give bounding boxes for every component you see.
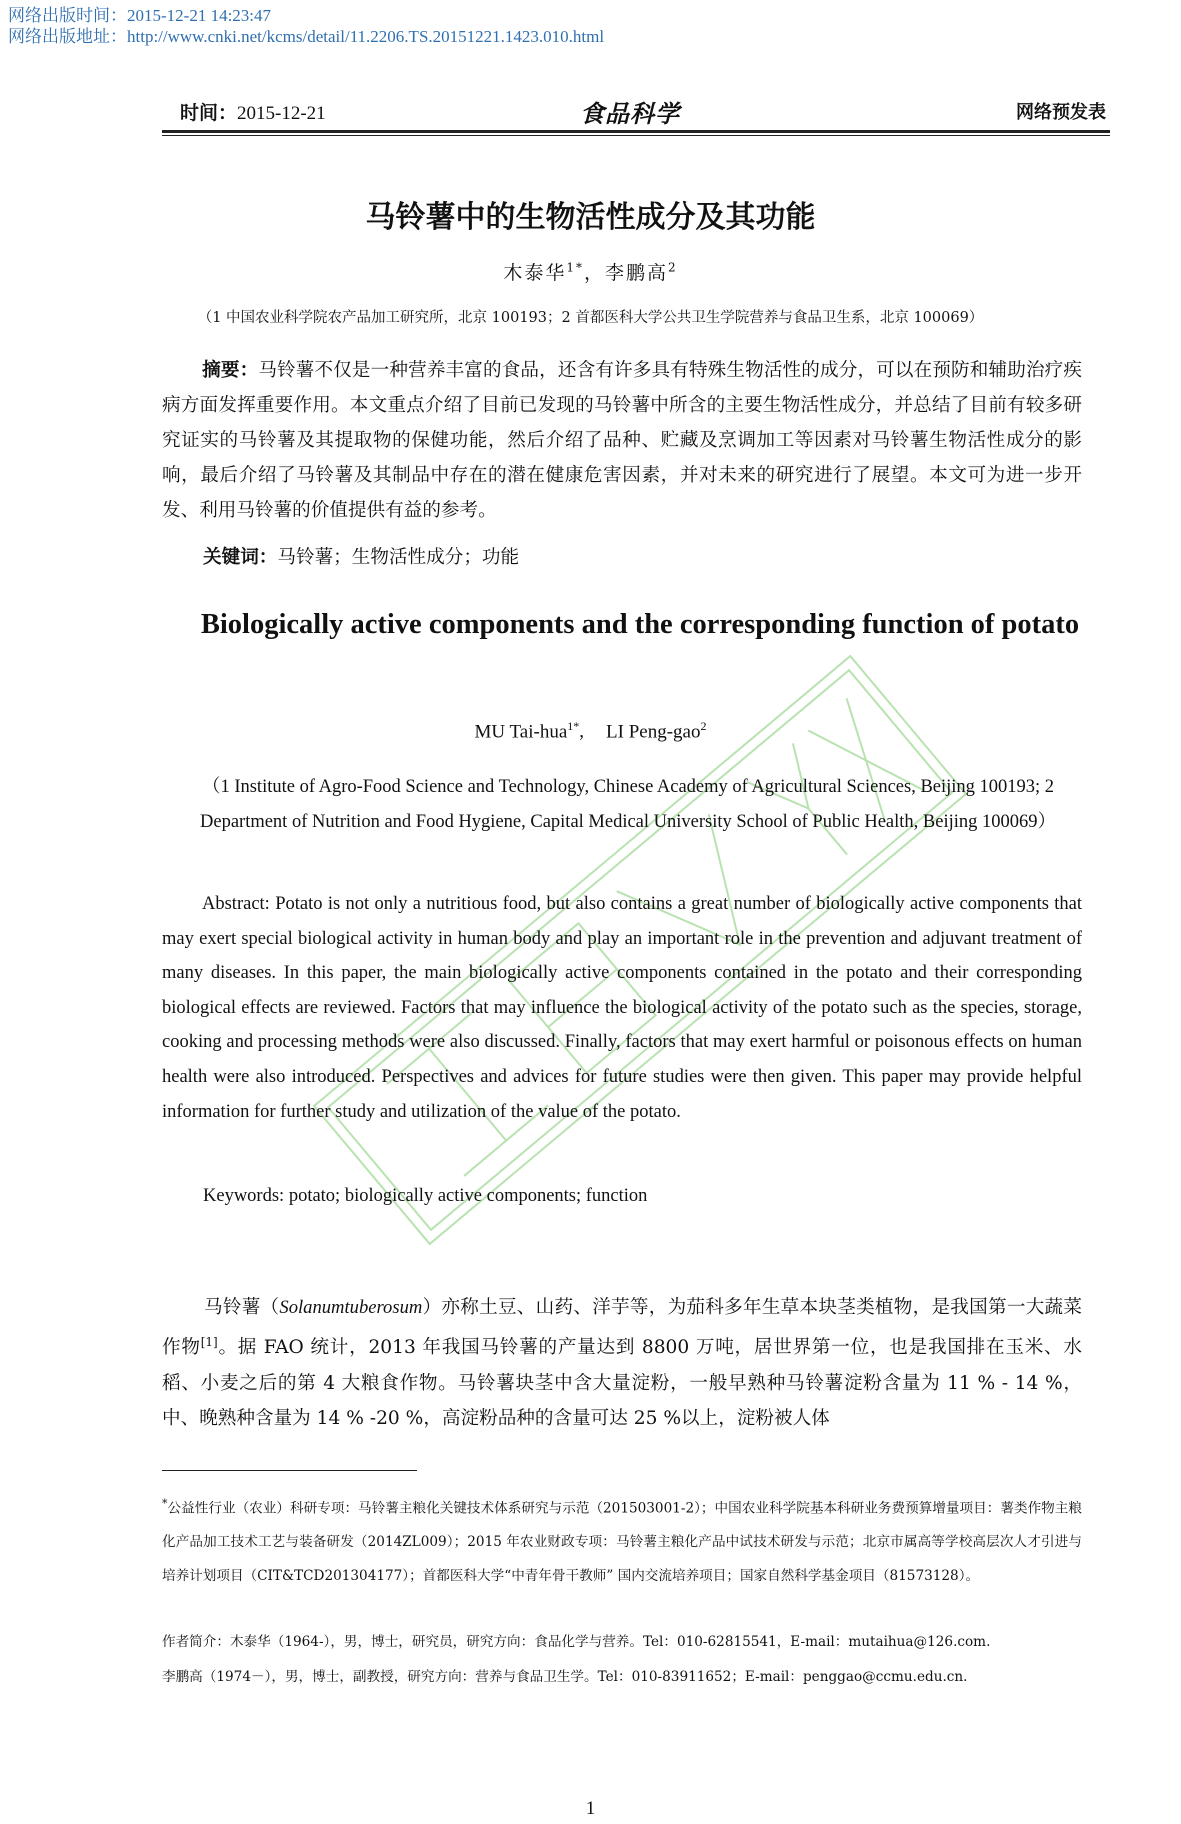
keywords-en-text: potato; biologically active components; function	[288, 1186, 648, 1206]
funding-text: 公益性行业（农业）科研专项：马铃薯主粮化关键技术体系研究与示范（201503001-2）；中国农业科学院基本科研业务费预算增量项目：薯类作物主粮化产品加工技术工艺与装备研发（2014ZL009）；2015 年农业财政专项：马铃薯主粮化产品中试技术研发与示范；北京市属高等学校高层次人才引进与培养计划项目（CIT&TCD201304177）；首都医科大学“中青年骨干教师” 国内交流培养项目；国家自然科学基金项目（81573128）。	[162, 1500, 1082, 1584]
author2-en: LI Peng-gao	[606, 721, 701, 743]
author2-en-sup: 2	[700, 719, 707, 733]
header-online-label: 网络预发表	[1016, 102, 1106, 123]
abstract-cn-label: 摘要：	[202, 360, 259, 381]
online-publication-time: 网络出版时间：2015-12-21 14:23:47	[8, 6, 272, 25]
keywords-cn-text: 马铃薯；生物活性成分；功能	[277, 547, 520, 568]
author2-bio: 李鹏高（1974－），男，博士，副教授，研究方向：营养与食品卫生学。Tel：010-83911652；E-mail：penggao@ccmu.edu.cn.	[162, 1669, 968, 1685]
paper-title-cn: 马铃薯中的生物活性成分及其功能	[365, 200, 816, 235]
keywords-cn-label: 关键词：	[203, 547, 278, 568]
author-separator-en: ,	[579, 721, 585, 743]
footnote-rule	[162, 1470, 417, 1471]
authors-cn	[0, 258, 1181, 285]
abstract-cn-text: 马铃薯不仅是一种营养丰富的食品，还含有许多具有特殊生物活性的成分，可以在预防和辅助治疗疾病方面发挥重要作用。本文重点介绍了目前已发现的马铃薯中所含的主要生物活性成分，并总结了目前有较多研究证实的马铃薯及其提取物的保健功能，然后介绍了品种、贮藏及烹调加工等因素对马铃薯生物活性成分的影响，最后介绍了马铃薯及其制品中存在的潜在健康危害因素，并对未来的研究进行了展望。本文可为进一步开发、利用马铃薯的价值提供有益的参考。	[162, 360, 1082, 521]
keywords-cn	[203, 543, 519, 569]
body-p1-start: 马铃薯（	[204, 1297, 280, 1318]
header-rule-thin	[162, 135, 1110, 136]
body-p1-end: 。据 FAO 统计，2013 年我国马铃薯的产量达到 8800 万吨，居世界第一位，也是我国排在玉米、水稻、小麦之后的第 4 大粮食作物。马铃薯块茎中含大量淀粉，一般早熟种马铃薯淀粉含量为 11 % - 14 %，中、晚熟种含量为 14 % -20 %，高淀粉品种的含量可达 25 %以上，淀粉被人体	[162, 1337, 1082, 1429]
author1-cn-sup: 1*	[566, 260, 584, 275]
author-separator-cn: ，	[583, 262, 605, 284]
journal-name: 食品科学	[580, 100, 680, 128]
page-number: 1	[585, 1798, 596, 1819]
author2-cn-sup: 2	[668, 260, 678, 275]
header-date-value: 2015-12-21	[237, 103, 326, 124]
header-date	[180, 98, 326, 125]
header-rule-thick	[162, 130, 1110, 133]
author1-cn: 木泰华	[503, 262, 567, 284]
online-publication-url[interactable]: 网络出版地址：http://www.cnki.net/kcms/detail/11.2206.TS.20151221.1423.010.html	[8, 27, 605, 46]
funding-mark: *	[162, 1497, 168, 1510]
body-p1-mid: ）亦称土豆、山药、洋芋等，为茄科多年生草本块茎类植物，是我国第一大蔬菜作物	[162, 1297, 1082, 1359]
reference-1[interactable]: [1]	[200, 1335, 218, 1350]
keywords-en-label: Keywords:	[203, 1186, 285, 1206]
paper-title-en: Biologically active components and the corresponding function of potato	[200, 609, 1080, 640]
author2-cn: 李鹏高	[605, 262, 669, 284]
abstract-en-label: Abstract:	[202, 894, 270, 914]
author1-en: MU Tai-hua	[474, 721, 568, 743]
abstract-en	[162, 887, 1082, 1129]
funding-footnote	[162, 1487, 1082, 1593]
author1-en-sup: 1*	[567, 719, 580, 733]
header-date-label: 时间：	[180, 102, 238, 124]
species-name: Solanumtuberosum	[279, 1297, 423, 1318]
authors-en	[0, 719, 1181, 743]
affiliation-cn: （1 中国农业科学院农产品加工研究所，北京 100193；2 首都医科大学公共卫生学院营养与食品卫生系，北京 100069）	[197, 310, 984, 326]
keywords-en	[203, 1186, 647, 1207]
body-paragraph	[162, 1290, 1082, 1436]
author1-bio: 作者简介：木泰华（1964-），男，博士，研究员，研究方向：食品化学与营养。Tel：010-62815541，E-mail：mutaihua@126.com.	[162, 1634, 991, 1650]
affiliation-en: （1 Institute of Agro-Food Science and Technology, Chinese Academy of Agricultural Sciences, Beijing 100193; 2 Department of Nutrition and Food Hygiene, Capital Medical University School of Public Health, Beijing 100069）	[200, 777, 1056, 832]
abstract-cn	[162, 353, 1082, 528]
abstract-en-text: Potato is not only a nutritious food, but also contains a great number of biologically active components that may exert special biological activity in human body and play an important role in the prevention and adjuvant treatment of many diseases. In this paper, the main biologically active components contained in the potato and their corresponding biological effects are reviewed. Factors that may influence the biological activity of the potato such as the species, storage, cooking and processing methods were also discussed. Finally, factors that may exert harmful or poisonous effects on human health were also introduced. Perspectives and advices for future studies were then given. This paper may provide helpful information for further study and utilization of the value of the potato.	[162, 894, 1083, 1122]
